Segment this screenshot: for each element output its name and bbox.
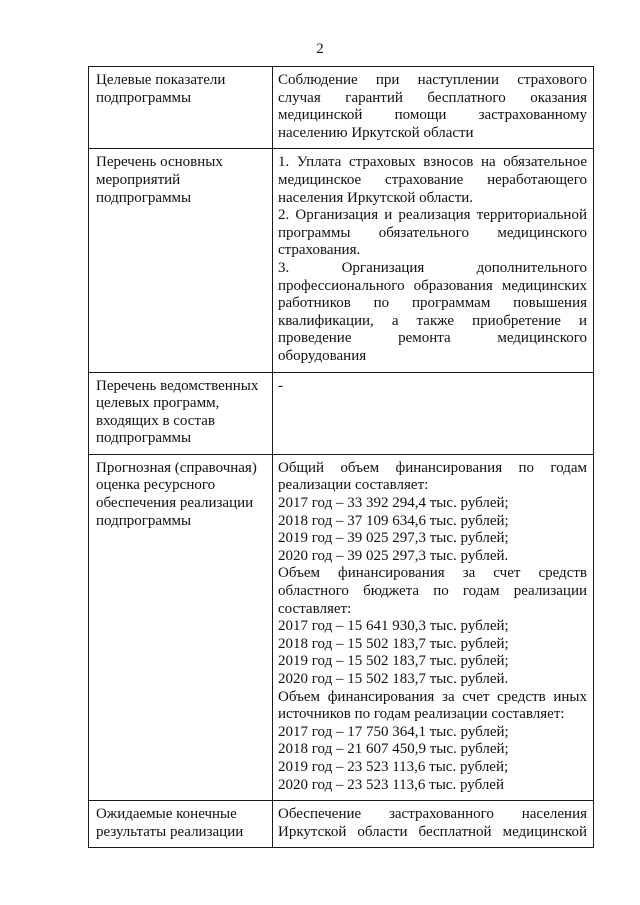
row-label-line: результаты реализации — [96, 823, 244, 840]
row-value-line: 1. Уплата страховых взносов на обязательное — [278, 154, 587, 171]
row-value-line: оборудования — [278, 347, 367, 364]
row-value-line: 2019 год – 23 523 113,6 тыс. рублей; — [278, 758, 509, 775]
row-label-line: Перечень ведомственных — [96, 377, 259, 394]
row-value-line: 2019 год – 39 025 297,3 тыс. рублей; — [278, 530, 509, 547]
row-value-line: 2020 год – 23 523 113,6 тыс. рублей — [278, 776, 504, 793]
row-label-line: Перечень основных — [96, 154, 223, 171]
table-body — [89, 67, 594, 848]
row-value-line: Общий объем финансирования по годам — [278, 459, 587, 476]
row-value-line: проведение ремонта медицинского — [278, 330, 587, 347]
row-value-cell — [273, 67, 594, 149]
page-number: 2 — [316, 41, 324, 57]
subprogram-passport-table — [88, 66, 594, 848]
row-label-line: Ожидаемые конечные — [96, 806, 237, 823]
row-label-line: Прогнозная (справочная) — [96, 459, 257, 476]
row-value-line: источников по годам реализации составляет: — [278, 706, 565, 723]
row-value-line: Объем финансирования за счет средств — [278, 565, 587, 582]
row-value-line: составляет: — [278, 600, 352, 617]
table-row — [89, 801, 594, 848]
row-value-line: 2017 год – 15 641 930,3 тыс. рублей; — [278, 618, 509, 635]
row-value-cell — [273, 801, 594, 848]
table-row — [89, 454, 594, 800]
row-label-cell — [89, 67, 273, 149]
row-value-line: 2020 год – 39 025 297,3 тыс. рублей. — [278, 547, 509, 564]
row-value-line: 2. Организация и реализация территориальной — [278, 207, 587, 224]
row-value-line: реализации составляет: — [278, 477, 429, 494]
row-value-line: страхования. — [278, 242, 361, 259]
row-value-line: Иркутской области бесплатной медицинской — [278, 823, 587, 840]
row-value-cell — [273, 149, 594, 372]
row-label-line: Целевые показатели — [96, 72, 226, 88]
row-value-line: случая гарантий бесплатного оказания — [278, 89, 587, 106]
row-label-cell — [89, 454, 273, 800]
row-value-line: Соблюдение при наступлении страхового — [278, 72, 587, 88]
row-value-line: населению Иркутской области — [278, 124, 474, 141]
row-label-line: мероприятий — [96, 171, 181, 188]
row-label-cell — [89, 801, 273, 848]
row-label-cell — [89, 149, 273, 372]
table-row — [89, 149, 594, 372]
row-label-line: обеспечения реализации — [96, 495, 254, 512]
row-value-line: программы обязательного медицинского — [278, 224, 587, 241]
row-value-line: Обеспечение застрахованного населения — [278, 806, 587, 823]
row-value-line: медицинское страхование неработающего — [278, 171, 587, 188]
row-label-line: подпрограммы — [96, 189, 192, 206]
row-value-line: - — [278, 377, 283, 394]
row-label-line: оценка ресурсного — [96, 477, 216, 494]
row-value-line: 2018 год – 37 109 634,6 тыс. рублей; — [278, 512, 509, 529]
row-value-line: Объем финансирования за счет средств иных — [278, 688, 587, 705]
row-label-line: подпрограммы — [96, 512, 192, 529]
row-value-line: 3. Организация дополнительного — [278, 259, 587, 276]
row-label-line: подпрограммы — [96, 89, 192, 106]
row-label-line: целевых программ, — [96, 395, 220, 412]
row-label-line: подпрограммы — [96, 430, 192, 447]
row-value-line: профессионального образования медицинских — [278, 277, 587, 294]
row-value-line: 2018 год – 21 607 450,9 тыс. рублей; — [278, 741, 509, 758]
row-value-line: квалификации, а также приобретение и — [278, 312, 587, 329]
row-value-cell — [273, 454, 594, 800]
row-value-line: работников по программам повышения — [278, 295, 587, 312]
row-value-line: 2017 год – 17 750 364,1 тыс. рублей; — [278, 723, 509, 740]
row-label-cell — [89, 372, 273, 454]
row-value-line: 2019 год – 15 502 183,7 тыс. рублей; — [278, 653, 509, 670]
row-value-line: 2020 год – 15 502 183,7 тыс. рублей. — [278, 671, 509, 687]
row-value-line: населения Иркутской области. — [278, 189, 474, 206]
table-row — [89, 67, 594, 149]
row-value-line: 2018 год – 15 502 183,7 тыс. рублей; — [278, 635, 509, 652]
row-value-line: медицинской помощи застрахованному — [278, 107, 587, 124]
table-row — [89, 372, 594, 454]
row-value-line: областного бюджета по годам реализации — [278, 583, 587, 600]
row-value-cell — [273, 372, 594, 454]
row-value-line: 2017 год – 33 392 294,4 тыс. рублей; — [278, 495, 509, 512]
row-label-line: входящих в состав — [96, 412, 215, 429]
